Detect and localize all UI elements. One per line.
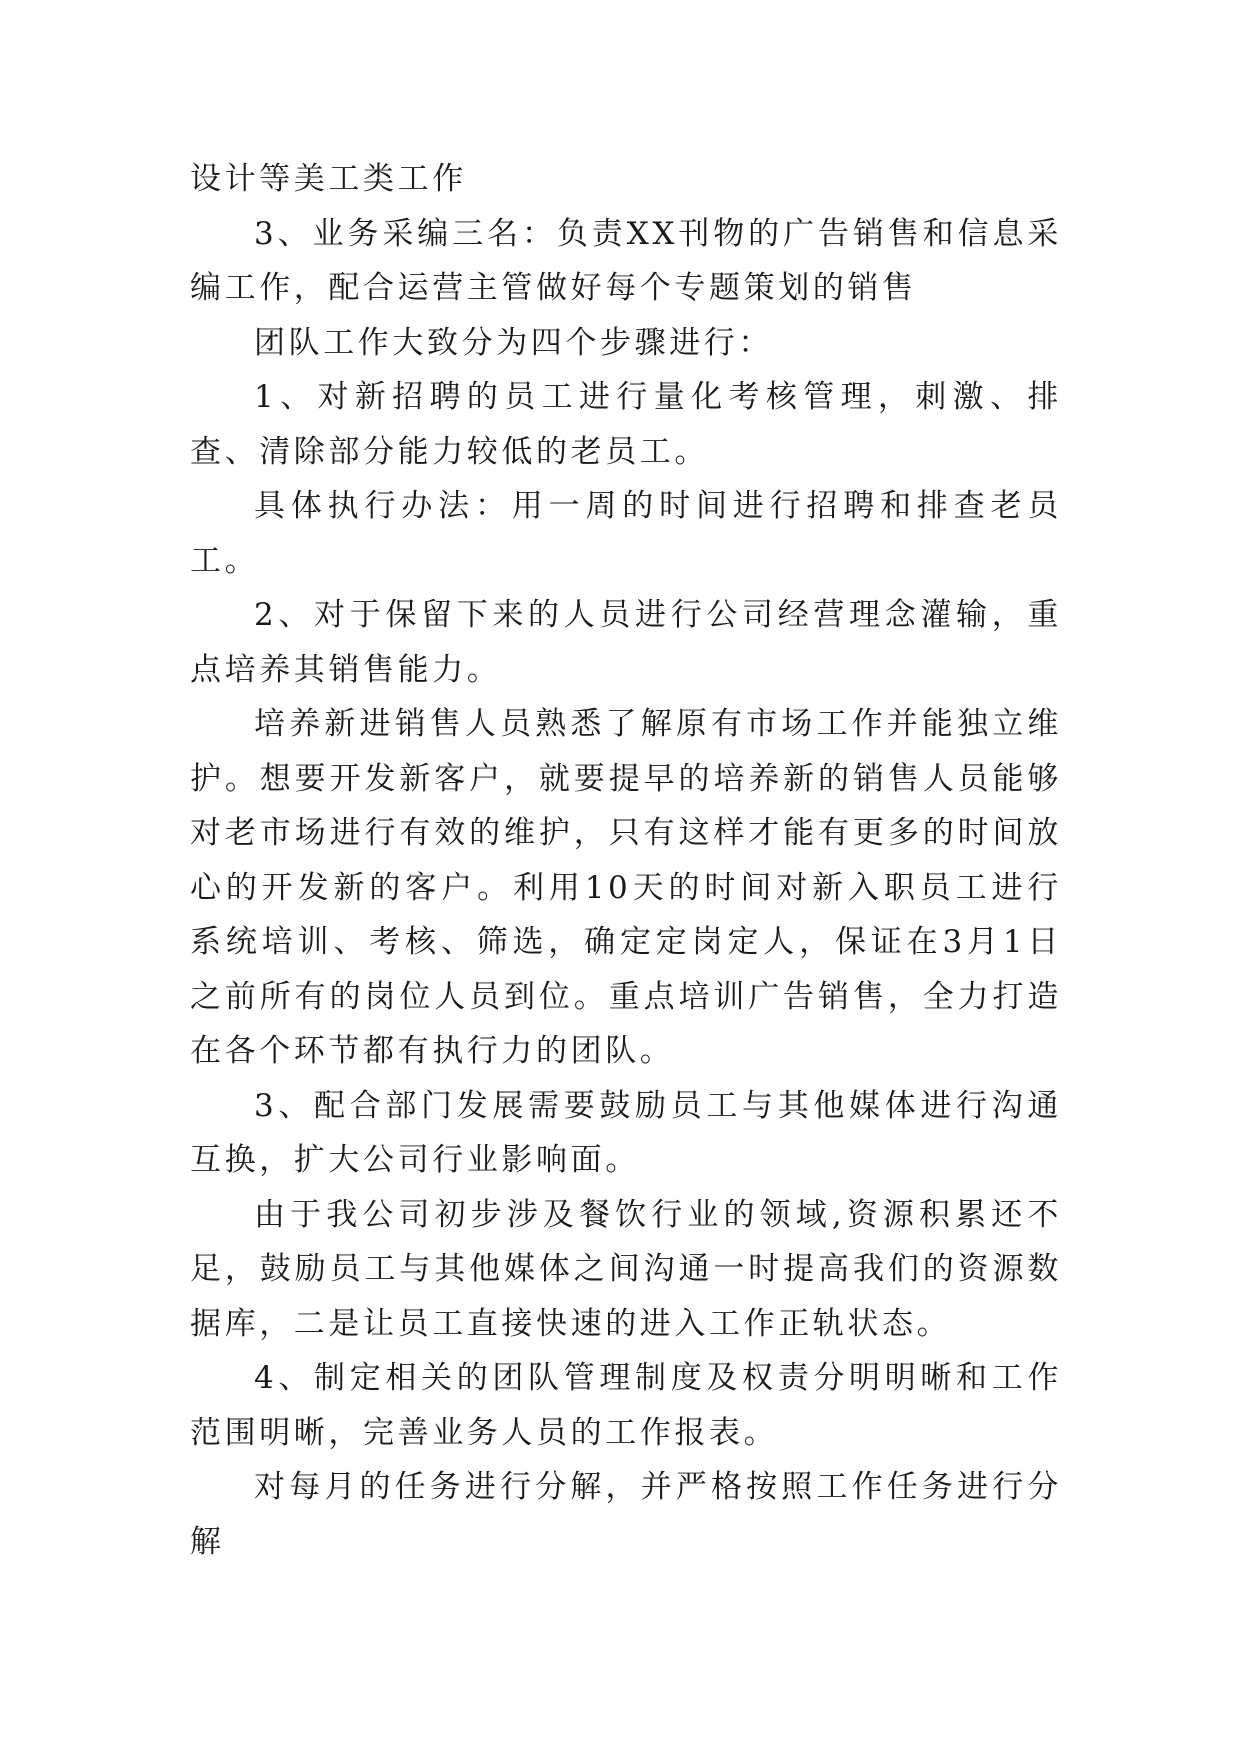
paragraph-8: 3、配合部门发展需要鼓励员工与其他媒体进行沟通互换，扩大公司行业影响面。 [190,1087,1062,1178]
paragraph-4: 1、对新招聘的员工进行量化考核管理，刺激、排查、清除部分能力较低的老员工。 [190,379,1062,470]
paragraph-7: 培养新进销售人员熟悉了解原有市场工作并能独立维护。想要开发新客户，就要提早的培养新的销售人员能够对老市场进行有效的维护，只有这样才能有更多的时间放心的开发新的客户。利用10天的时间对新入职员工进行系统培训、考核、筛选，确定定岗定人，保证在3月1日之前所有的岗位人员到位。重点培训广告销售，全力打造在各个环节都有执行力的团队。 [190,706,1062,1069]
paragraph-6: 2、对于保留下来的人员进行公司经营理念灌输，重点培养其销售能力。 [190,597,1062,688]
paragraph-10: 4、制定相关的团队管理制度及权责分明明晰和工作范围明晰，完善业务人员的工作报表。 [190,1360,1062,1451]
paragraph-9: 由于我公司初步涉及餐饮行业的领域,资源积累还不足，鼓励员工与其他媒体之间沟通一时提高我们的资源数据库，二是让员工直接快速的进入工作正轨状态。 [190,1196,1062,1342]
document-body [190,152,1062,1569]
paragraph-2: 3、业务采编三名：负责XX刊物的广告销售和信息采编工作，配合运营主管做好每个专题策划的销售 [190,215,1062,306]
paragraph-5: 具体执行办法：用一周的时间进行招聘和排查老员工。 [190,488,1062,579]
paragraph-3: 团队工作大致分为四个步骤进行： [254,324,773,361]
paragraph-11: 对每月的任务进行分解，并严格按照工作任务进行分解 [190,1469,1062,1560]
paragraph-1: 设计等美工类工作 [190,161,467,197]
